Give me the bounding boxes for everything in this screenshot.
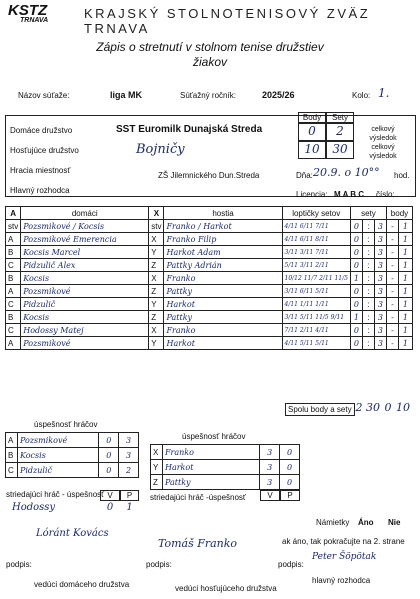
match-away-sets: 3 [374,246,386,259]
kstz-logo: KSTZ [8,2,48,19]
match-home-player: Pozsmikové [21,285,149,298]
match-home-code: B [6,272,21,285]
competition-label: Názov súťaže: [18,91,70,100]
referee-signature-label: podpis: [278,560,304,569]
match-home-code: A [6,285,21,298]
match-sets-sep: : [362,311,374,324]
home-success-row [6,448,139,463]
away-success-row [151,460,300,475]
referee-label: Hlavný rozhodca [10,186,70,195]
success-name: Kocsis [17,448,98,463]
match-home-player: Pozsmikové / Kocsis [21,220,149,233]
match-away-pts: 1 [398,259,412,272]
match-row [6,324,413,337]
body-col-header: body [386,207,412,220]
success-lost: 3 [119,433,139,448]
success-code: Y [151,460,163,475]
success-won: 3 [260,475,280,490]
match-home-player: Pozsmikové Emerencia [21,233,149,246]
match-home-sets: 0 [350,259,362,272]
match-away-sets: 3 [374,272,386,285]
success-name: Pidzulič [17,463,98,478]
away-captain-name: Tomáš Franko [158,537,238,550]
match-balls: 7/11 2/11 4/11 [282,324,350,337]
success-name: Harkot [162,460,259,475]
match-away-code: X [149,324,164,337]
sety-header: sety [350,207,386,220]
match-row [6,220,413,233]
match-away-pts: 1 [398,285,412,298]
match-home-sets: 0 [350,324,362,337]
season-value: 2025/26 [262,90,295,100]
match-sets-sep: : [362,337,374,350]
match-away-player: Harkot [164,298,282,311]
away-total-label: celkový výsledok [369,144,397,160]
match-row [6,272,413,285]
home-points: 0 [298,123,326,141]
home-sub-name: Hodossy [12,502,56,513]
objections-label: Námietky [316,518,350,527]
match-home-sets: 0 [350,298,362,311]
match-away-sets: 3 [374,324,386,337]
match-away-pts: 1 [398,272,412,285]
venue-value: ZŠ Jilemnického Dun.Streda [158,171,260,180]
away-header: hostia [164,207,282,220]
match-home-player: Pozsmikové [21,337,149,350]
success-won: 0 [99,433,119,448]
away-success-row [151,475,300,490]
match-away-pts: 1 [398,233,412,246]
match-home-sets: 0 [350,233,362,246]
match-away-player: Franko [164,272,282,285]
match-home-pts: - [386,233,398,246]
away-success-row [151,445,300,460]
competition-value: liga MK [110,90,143,100]
match-home-player: Pidzulič Alex [21,259,149,272]
match-row [6,259,413,272]
match-away-sets: 3 [374,220,386,233]
home-team-name: SST Euromilk Dunajská Streda [116,124,263,135]
match-balls: 4/11 1/11 1/11 [282,298,350,311]
hod-label: hod. [394,171,410,180]
success-code: Z [151,475,163,490]
match-sets-sep: : [362,324,374,337]
match-away-code: Y [149,337,164,350]
col-x-header: X [149,207,164,220]
success-lost: 0 [280,445,300,460]
match-home-pts: - [386,337,398,350]
match-row [6,285,413,298]
home-sub-label: striedajúci hráč - úspešnosť [6,490,105,499]
form-subtitle: žiakov [192,55,227,69]
match-away-player: Franko Filip [164,233,282,246]
match-home-pts: - [386,311,398,324]
match-away-code: X [149,272,164,285]
away-signature-label: podpis: [146,560,172,569]
away-sets: 30 [326,141,354,159]
balls-header: loptičky setov [282,207,350,220]
match-away-code: Z [149,259,164,272]
license-label: Licencia: [296,190,328,199]
col-a-header: A [6,207,21,220]
match-balls: 10/12 11/7 2/11 11/5 [282,272,350,285]
date-label: Dňa: [296,171,313,180]
match-home-player: Hodossy Matej [21,324,149,337]
match-away-pts: 1 [398,337,412,350]
match-away-pts: 1 [398,324,412,337]
match-away-code: Y [149,246,164,259]
total-away-pts: 10 [396,401,410,414]
match-home-code: B [6,311,21,324]
match-home-pts: - [386,246,398,259]
match-away-player: Harkot Adam [164,246,282,259]
success-won: 0 [99,448,119,463]
match-away-sets: 3 [374,233,386,246]
away-p-label: P [280,490,300,501]
success-code: C [6,463,18,478]
success-won: 0 [99,463,119,478]
match-home-sets: 1 [350,272,362,285]
match-balls: 3/11 6/11 5/11 [282,285,350,298]
match-home-sets: 0 [350,285,362,298]
home-captain-name: Lóránt Kovács [36,528,109,539]
match-home-code: A [6,233,21,246]
round-label: Kolo: [352,91,371,100]
success-code: A [6,433,18,448]
match-home-sets: 0 [350,337,362,350]
match-home-pts: - [386,272,398,285]
match-away-pts: 1 [398,220,412,233]
match-away-player: Franko / Harkot [164,220,282,233]
match-away-code: Z [149,285,164,298]
home-sets: 2 [326,123,354,141]
match-home-pts: - [386,324,398,337]
yes-label: Áno [358,518,374,527]
match-row [6,246,413,259]
match-home-code: C [6,259,21,272]
match-home-sets: 0 [350,246,362,259]
match-sets-sep: : [362,272,374,285]
away-success-table [150,444,300,490]
continue-note: ak áno, tak pokračujte na 2. strane [282,537,405,546]
success-won: 3 [260,460,280,475]
success-lost: 0 [280,460,300,475]
match-sets-sep: : [362,259,374,272]
match-home-code: stv [6,220,21,233]
match-away-code: Z [149,311,164,324]
home-signature-label: podpis: [6,560,32,569]
match-home-pts: - [386,220,398,233]
success-name: Franko [162,445,259,460]
away-points: 10 [298,141,326,159]
success-lost: 0 [280,475,300,490]
match-balls: 4/11 5/11 5/11 [282,337,350,350]
home-success-row [6,463,139,478]
total-home-sets: 2 [355,401,363,414]
match-away-player: Franko [164,324,282,337]
match-away-pts: 1 [398,246,412,259]
match-balls: 3/11 5/11 11/5 9/11 [282,311,350,324]
association-name: KRAJSKÝ STOLNOTENISOVÝ ZVÄZ TRNAVA [84,6,371,36]
referee-label-bottom: hlavný rozhodca [312,576,371,585]
match-away-player: Pattky [164,311,282,324]
total-home-pts: 0 [384,401,392,414]
match-home-player: Pidzulič [21,298,149,311]
success-code: X [151,445,163,460]
match-home-pts: - [386,259,398,272]
home-sub-lost: 1 [126,502,133,513]
matches-table [5,206,413,350]
match-home-player: Kocsis [21,311,149,324]
match-away-code: X [149,233,164,246]
match-home-sets: 0 [350,220,362,233]
away-success-header: úspešnosť hráčov [182,432,246,441]
match-away-sets: 3 [374,285,386,298]
home-success-table [5,432,139,478]
away-team-label: Hosťujúce družstvo [10,146,79,155]
match-balls: 5/11 3/11 2/11 [282,259,350,272]
match-sets-sep: : [362,298,374,311]
success-name: Pattky [162,475,259,490]
home-v-label: V [100,490,120,501]
home-total-label: celkový výsledok [369,126,397,142]
sets-header: Sety [326,112,354,123]
success-lost: 2 [119,463,139,478]
home-team-label: Domáce družstvo [10,126,73,135]
teams-block [5,115,416,197]
match-sets-sep: : [362,246,374,259]
match-away-sets: 3 [374,337,386,350]
form-title: Zápis o stretnutí v stolnom tenise družstiev [96,40,324,54]
away-sub-label: striedajúci hráč -úspešnosť [150,493,246,502]
match-home-code: C [6,298,21,311]
home-captain-label: vedúci domáceho družstva [34,580,130,589]
season-label: Súťažný ročník: [180,91,236,100]
match-row [6,337,413,350]
match-away-player: Harkot [164,337,282,350]
match-home-code: B [6,246,21,259]
success-lost: 3 [119,448,139,463]
match-sets-sep: : [362,233,374,246]
home-success-header: úspešnosť hráčov [34,420,98,429]
match-away-sets: 3 [374,259,386,272]
away-captain-label: vedúci hosťujúceho družstva [175,584,277,593]
match-home-player: Kocsis Marcel [21,246,149,259]
success-code: B [6,448,18,463]
match-home-code: C [6,324,21,337]
match-away-player: Pattky Adrián [164,259,282,272]
match-row [6,298,413,311]
match-away-sets: 3 [374,298,386,311]
no-label: Nie [388,518,401,527]
match-sets-sep: : [362,285,374,298]
venue-label: Hracia miestnosť [10,166,71,175]
referee-signature: Peter Šöpötak [312,552,377,562]
match-balls: 4/11 6/11 7/11 [282,220,350,233]
match-home-player: Kocsis [21,272,149,285]
date-value: 20.9. o 10°° [313,166,380,179]
away-v-label: V [260,490,280,501]
match-home-pts: - [386,285,398,298]
total-away-sets: 30 [366,401,380,414]
kstz-logo-sub: TRNAVA [20,17,49,24]
total-label: Spolu body a sety [285,403,355,416]
success-name: Pozsmikové [17,433,98,448]
home-sub-won: 0 [106,502,114,513]
match-home-sets: 1 [350,311,362,324]
success-won: 3 [260,445,280,460]
number-label: číslo: [376,190,395,199]
round-value: 1. [378,86,390,100]
home-header: domáci [21,207,149,220]
match-away-sets: 3 [374,311,386,324]
away-team-name: Bojničy [136,142,185,157]
license-classes: M A B C [334,190,365,199]
match-home-code: A [6,337,21,350]
match-away-code: Y [149,298,164,311]
match-balls: 4/11 6/11 8/11 [282,233,350,246]
match-row [6,311,413,324]
match-home-pts: - [386,298,398,311]
match-away-pts: 1 [398,311,412,324]
body-header: Body [298,112,326,123]
match-away-player: Pattky [164,285,282,298]
match-away-code: stv [149,220,164,233]
match-balls: 3/11 3/11 7/11 [282,246,350,259]
home-success-row [6,433,139,448]
match-sets-sep: : [362,220,374,233]
home-p-label: P [120,490,139,501]
match-row [6,233,413,246]
match-away-pts: 1 [398,298,412,311]
